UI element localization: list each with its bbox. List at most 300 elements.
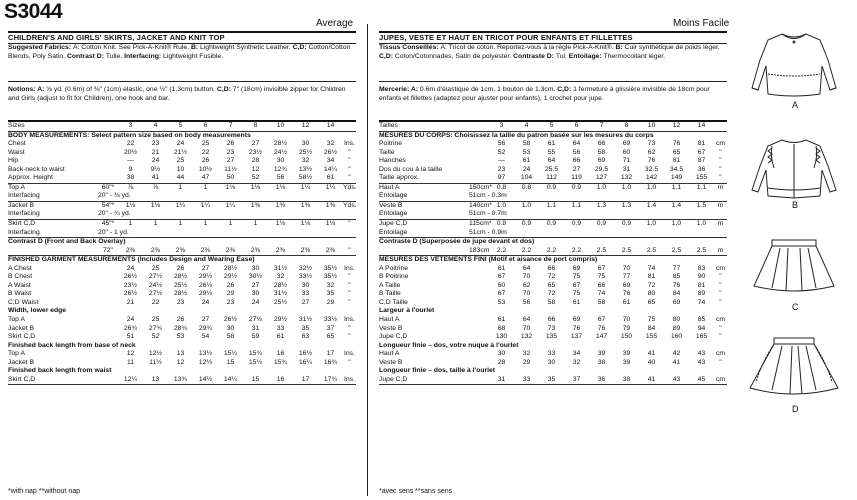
value-cell: 81 (697, 140, 706, 148)
row-label: A Waist (8, 281, 31, 289)
table-row (379, 273, 727, 282)
value-cell: 0.8 (489, 183, 514, 192)
row-label: Entoilage (379, 210, 408, 218)
label-lead: Interfacing: (124, 52, 164, 60)
value-cell: 1.4 (639, 201, 664, 210)
size-header: 6 (574, 122, 579, 129)
value-cell: 67 (597, 264, 606, 272)
value-cell: 70 (522, 290, 531, 298)
value-cell: 14½ (198, 375, 213, 383)
value-cell: 61 (622, 298, 631, 306)
label-text: A: Tricot de coton. Reportez-vous à la règle Pick-A-Knit®. (440, 44, 616, 51)
label-text: Lightweight Synthetic Leather. (200, 44, 293, 51)
value-cell: 29½ (223, 273, 238, 281)
value-cell: 66 (572, 157, 581, 165)
fabrics-en (8, 44, 354, 62)
value-cell: 52 (151, 333, 160, 341)
unit-cell (714, 122, 727, 131)
row-label: C,D Taille (379, 298, 408, 306)
value-cell: 25 (176, 157, 185, 165)
row-label: Contraste D (Superposée de jupe devant et dos) (379, 238, 727, 247)
value-cell: 30 (497, 350, 506, 358)
value-cell: 76 (572, 324, 581, 332)
unit-cell: cm (715, 140, 726, 148)
value-cell: 1 (168, 183, 193, 192)
value-cell: 35½ (323, 264, 338, 272)
size-header: 5 (178, 122, 183, 129)
value-cell: 31 (497, 375, 506, 383)
value-cell: 2.5 (596, 246, 607, 254)
label-lead: Contraste D: (513, 52, 556, 60)
value-cell: 67 (497, 290, 506, 298)
value-cell: 97 (497, 174, 506, 182)
value-cell: 71 (622, 157, 631, 165)
size-header: 4 (524, 122, 529, 129)
finished-measurements-heading: MESURES DES VÊTEMENTS FINI (Motif et aisance de port compris) (379, 256, 727, 265)
view-c-letter: C (792, 302, 799, 312)
value-cell: 1.3 (614, 201, 639, 210)
value-cell: 84 (647, 324, 656, 332)
unit-cell: " (719, 165, 722, 173)
table-row (379, 307, 727, 316)
label-lead: Tissus Conseillés: (379, 44, 441, 51)
view-c-skirt-illustration (742, 236, 846, 303)
value-cell: 38 (597, 358, 606, 366)
value-cell: 13½ (298, 165, 313, 173)
row-label (8, 247, 98, 256)
value-cell: 0.9 (514, 220, 539, 229)
row-label: Hanches (379, 157, 406, 165)
label-text: 0.6m d'élastique de 1cm, 1 bouton de 1.3cm. (419, 86, 558, 93)
value-cell: 72 (547, 290, 556, 298)
value-cell: 43 (697, 358, 706, 366)
unit-cell: " (348, 148, 351, 156)
value-cell: 15¼ (223, 350, 238, 358)
value-cell: 1.0 (639, 220, 664, 229)
sizes-row (8, 122, 356, 131)
value-cell: 94 (697, 324, 706, 332)
value-cell: 9½ (150, 165, 161, 173)
table-row (8, 350, 356, 359)
unit-cell: m (714, 220, 727, 229)
value-cell: 35 (547, 375, 556, 383)
value-cell: 61 (522, 157, 531, 165)
value-cell: 35½ (323, 273, 338, 281)
table-row (379, 282, 727, 291)
table-row (379, 265, 727, 274)
value-cell: 147 (595, 333, 608, 341)
label-lead: B: (190, 44, 200, 51)
body-measurements-heading: BODY MEASUREMENTS: Select pattern size based on body measurements (8, 131, 356, 140)
yardage-row (8, 247, 356, 256)
value-cell: 29½ (273, 316, 288, 324)
section-title-fr: JUPES, VESTE ET HAUT EN TRICOT POUR ENFANTS ET FILLETTES (379, 33, 633, 42)
label-text: Tulle. (105, 52, 125, 60)
value-cell: 150 (620, 333, 633, 341)
notions-fr (379, 86, 725, 104)
value-cell: 12 (176, 358, 185, 366)
value-cell: 1.0 (489, 201, 514, 210)
value-cell: 26½ (323, 148, 338, 156)
fabric-width: 20" - 1 yd. (98, 228, 129, 236)
value-cell: 24½ (273, 148, 288, 156)
value-cell: 55 (547, 148, 556, 156)
value-cell: 65 (326, 333, 335, 341)
row-label: Jupe C,D (379, 375, 408, 383)
value-cell: 61 (497, 264, 506, 272)
sizes-label: Tailles (379, 122, 398, 129)
value-cell: 28½ (223, 264, 238, 272)
column-divider (367, 24, 368, 496)
rule-cell (379, 385, 727, 394)
value-cell: 1.0 (514, 201, 539, 210)
value-cell: 39 (622, 350, 631, 358)
section-heading-row (379, 131, 727, 140)
value-cell: 1¼ (218, 201, 243, 210)
value-cell: 76 (647, 157, 656, 165)
value-cell: 1⅛ (218, 183, 243, 192)
sizes-row (379, 122, 727, 131)
yardage-row (8, 183, 356, 192)
value-cell: 1.0 (589, 183, 614, 192)
value-cell: 13 (151, 375, 160, 383)
value-cell: 1¼ (293, 183, 318, 192)
value-cell: 33 (547, 350, 556, 358)
value-cell: 130 (495, 333, 508, 341)
value-cell: 69 (622, 281, 631, 289)
body-measurements-heading: MESURES DU CORPS: Choisissez la taille du patron basée sur les mesures du corps (379, 131, 727, 140)
value-cell: 29 (522, 358, 531, 366)
row-label: Entoilage (379, 192, 408, 200)
table-row (379, 350, 727, 359)
value-cell: 1⅜ (318, 201, 343, 210)
value-cell: 34.5 (669, 165, 684, 173)
value-cell: 31 (622, 165, 631, 173)
value-cell: 36 (597, 375, 606, 383)
value-cell: 1⅛ (268, 183, 293, 192)
value-cell: 137 (570, 333, 583, 341)
value-cell: 2.2 (571, 246, 582, 254)
value-cell: 76 (622, 290, 631, 298)
value-cell: 2.2 (496, 246, 507, 254)
value-cell: 72 (547, 273, 556, 281)
fabrics-divider-fr (379, 81, 727, 82)
value-cell: 26 (226, 281, 235, 289)
value-cell: 67 (697, 148, 706, 156)
table-row (379, 367, 727, 376)
table-row (8, 307, 356, 316)
unit-cell: " (348, 273, 351, 281)
unit-cell: Yds. (343, 183, 357, 191)
value-cell: 2.5 (646, 246, 657, 254)
value-cell: 50 (226, 174, 235, 182)
value-cell: 41 (647, 375, 656, 383)
yardage-row (379, 183, 727, 192)
value-cell: 30½ (248, 273, 263, 281)
value-cell: 2.5 (621, 246, 632, 254)
measurement-table-en (8, 122, 356, 394)
label-text: Tul. (555, 52, 569, 60)
view-a-knit-top-illustration (742, 30, 846, 107)
value-cell: 45 (697, 375, 706, 383)
value-cell: 135 (545, 333, 558, 341)
value-cell: 60 (622, 148, 631, 156)
row-label: Veste B (379, 201, 469, 210)
row-label: B Chest (8, 273, 33, 281)
spacer-cell (98, 122, 118, 131)
value-cell: 28 (251, 157, 260, 165)
value-cell: 80 (647, 290, 656, 298)
value-cell: 29½ (198, 273, 213, 281)
value-cell: 58 (597, 148, 606, 156)
value-cell: 61 (326, 174, 335, 182)
table-row (8, 316, 356, 325)
value-cell: 76 (597, 324, 606, 332)
unit-cell: " (343, 220, 356, 229)
value-cell: 14¼ (323, 165, 338, 173)
value-cell: 39 (597, 350, 606, 358)
value-cell: 0.9 (589, 220, 614, 229)
value-cell: 74 (597, 290, 606, 298)
unit-cell: " (348, 324, 351, 332)
value-cell: 1.1 (539, 201, 564, 210)
table-row (379, 325, 727, 334)
fabric-width: 150cm* (469, 183, 493, 191)
fabric-width: 60"* (98, 183, 118, 192)
value-cell: 75 (647, 316, 656, 324)
value-cell: 27 (251, 281, 260, 289)
value-cell: 13 (176, 350, 185, 358)
yardage-row (379, 238, 727, 247)
value-cell: 32 (522, 350, 531, 358)
value-cell: 34 (326, 157, 335, 165)
value-cell: — (127, 157, 134, 165)
value-cell: 56 (522, 298, 531, 306)
value-cell: 64 (522, 264, 531, 272)
row-label: Skirt C,D (8, 333, 36, 341)
value-cell: 65 (547, 281, 556, 289)
footnote-en: *with nap **without nap (8, 488, 80, 495)
value-cell: 27 (251, 140, 260, 148)
table-row (8, 367, 356, 376)
value-cell: 23½ (248, 148, 263, 156)
value-cell: 27 (572, 165, 581, 173)
value-cell: 33 (276, 324, 285, 332)
fabric-width: 45"* (98, 220, 118, 229)
value-cell: 24 (522, 165, 531, 173)
value-cell: 30 (301, 140, 310, 148)
row-label: A Taille (379, 281, 401, 289)
value-cell: 67 (597, 316, 606, 324)
table-row (379, 166, 727, 175)
unit-cell: Ins. (344, 375, 355, 383)
value-cell: 1⅜ (243, 201, 268, 210)
value-cell: 2⅜ (275, 246, 286, 254)
value-cell: 1¼ (318, 183, 343, 192)
pattern-code: S3044 (4, 0, 63, 23)
value-cell: — (498, 157, 505, 165)
value-cell: 44 (176, 174, 185, 182)
value-cell: 70 (522, 273, 531, 281)
subheading: Largeur à l'ourlet (379, 307, 435, 315)
value-cell: 2⅜ (175, 246, 186, 254)
value-cell: 23½ (123, 281, 138, 289)
row-label: Entoilage (379, 228, 408, 236)
size-header: 12 (301, 122, 310, 129)
value-cell: 24 (251, 298, 260, 306)
table-row (8, 140, 356, 149)
size-header: 5 (549, 122, 554, 129)
size-header: 3 (128, 122, 133, 129)
value-cell: 1⅛ (143, 201, 168, 210)
row-label: Waist (8, 148, 25, 156)
value-cell: 1⅜ (268, 201, 293, 210)
yardage-row (8, 238, 356, 247)
subheading: Finished back length from base of neck (8, 341, 136, 349)
value-cell: 89 (672, 324, 681, 332)
table-row (8, 157, 356, 166)
table-row (8, 333, 356, 342)
value-cell: 60 (497, 281, 506, 289)
value-cell: 70 (522, 324, 531, 332)
row-label: Chest (8, 140, 26, 148)
value-cell: 25.5 (544, 165, 559, 173)
value-cell: 41 (151, 174, 160, 182)
difficulty-level-fr: Moins Facile (673, 18, 730, 29)
value-cell: 1.0 (639, 183, 664, 192)
unit-cell (343, 122, 356, 131)
value-cell: 30 (251, 290, 260, 298)
subheading: Longueur finie – dos, votre nuque à l'ourlet (379, 341, 519, 349)
yardage-row (379, 201, 727, 210)
table-row (8, 166, 356, 175)
label-lead: C,D: (292, 44, 309, 51)
fabrics-divider-en (8, 81, 356, 82)
fabric-width: 72" (103, 246, 113, 254)
value-cell: 63 (301, 333, 310, 341)
row-label: A Chest (8, 264, 32, 272)
row-label: A Poitrine (379, 264, 409, 272)
value-cell: 16 (276, 350, 285, 358)
value-cell: 41 (647, 350, 656, 358)
value-cell: 27½ (148, 290, 163, 298)
value-cell: 27¾ (148, 324, 163, 332)
value-cell: 32 (326, 140, 335, 148)
row-label: Back-neck to waist (8, 165, 65, 173)
value-cell: 68 (497, 324, 506, 332)
value-cell: 62 (522, 281, 531, 289)
value-cell: 10 (176, 165, 185, 173)
value-cell: 66 (547, 264, 556, 272)
value-cell: 28½ (173, 273, 188, 281)
yardage-row (379, 192, 727, 201)
value-cell: 26½ (223, 316, 238, 324)
value-cell: 32 (301, 157, 310, 165)
value-cell: 31½ (273, 264, 288, 272)
size-header: 10 (276, 122, 285, 129)
value-cell: 0.9 (564, 220, 589, 229)
fabric-width: 140cm* (469, 201, 493, 209)
value-cell: 72 (647, 281, 656, 289)
value-cell: 33½ (323, 316, 338, 324)
row-label: Jacket B (8, 324, 35, 332)
value-cell: 15 (226, 358, 235, 366)
table-row (379, 299, 727, 308)
row-label: Approx. Height (8, 174, 53, 182)
value-cell: 0.8 (489, 220, 514, 229)
value-cell: 26 (226, 140, 235, 148)
value-cell: 58 (597, 298, 606, 306)
value-cell: 31 (251, 324, 260, 332)
value-cell: 1⅛ (268, 220, 293, 229)
value-cell: 52 (251, 174, 260, 182)
unit-cell: " (348, 281, 351, 289)
value-cell: 1.5 (689, 201, 714, 210)
row-label: Dos du cou à la taille (379, 165, 443, 173)
table-row (379, 359, 727, 368)
size-header: 6 (203, 122, 208, 129)
size-header: 12 (672, 122, 681, 129)
value-cell: 1 (118, 220, 143, 229)
section-heading-row (8, 131, 356, 140)
unit-cell: Ins. (344, 264, 355, 272)
fabric-width: 183cm (469, 246, 490, 254)
value-cell: 66 (547, 316, 556, 324)
label-lead: Notions: A: (8, 86, 47, 93)
value-cell: 24 (126, 316, 135, 324)
table-row (379, 342, 727, 351)
value-cell: 33 (522, 375, 531, 383)
value-cell: 75 (572, 290, 581, 298)
value-cell: 27½ (148, 273, 163, 281)
value-cell: 2⅜ (200, 246, 211, 254)
value-cell: 11 (126, 358, 135, 366)
value-cell: 35 (301, 324, 310, 332)
value-cell: 17 (326, 350, 335, 358)
fabric-width: 20" - ⅜ yd. (98, 192, 131, 200)
unit-cell: " (719, 333, 722, 341)
value-cell: 32 (572, 358, 581, 366)
row-label: Haut A (379, 350, 400, 358)
value-cell: 149 (670, 174, 683, 182)
value-cell: 75 (572, 273, 581, 281)
fabric-width: 54"* (98, 201, 118, 210)
value-cell: 81 (697, 281, 706, 289)
value-cell: 1 (143, 220, 168, 229)
value-cell: 16¾ (323, 358, 338, 366)
section-heading-row (8, 256, 356, 265)
value-cell: 79 (622, 324, 631, 332)
unit-cell: Ins. (344, 350, 355, 358)
table-bottom-rule (8, 385, 356, 394)
unit-cell: cm (715, 316, 726, 324)
value-cell: 38 (622, 375, 631, 383)
value-cell: 26¾ (123, 324, 138, 332)
value-cell: 84 (672, 290, 681, 298)
table-row (8, 273, 356, 282)
value-cell: 25 (151, 316, 160, 324)
value-cell: 0.9 (539, 183, 564, 192)
value-cell: 1 (218, 220, 243, 229)
unit-cell: " (348, 246, 351, 254)
value-cell: 1.0 (614, 183, 639, 192)
size-header: 14 (326, 122, 335, 129)
value-cell: 38 (126, 174, 135, 182)
value-cell: 76 (672, 281, 681, 289)
table-row (8, 290, 356, 299)
size-header: 3 (499, 122, 504, 129)
row-label: Interfacing (8, 192, 40, 200)
